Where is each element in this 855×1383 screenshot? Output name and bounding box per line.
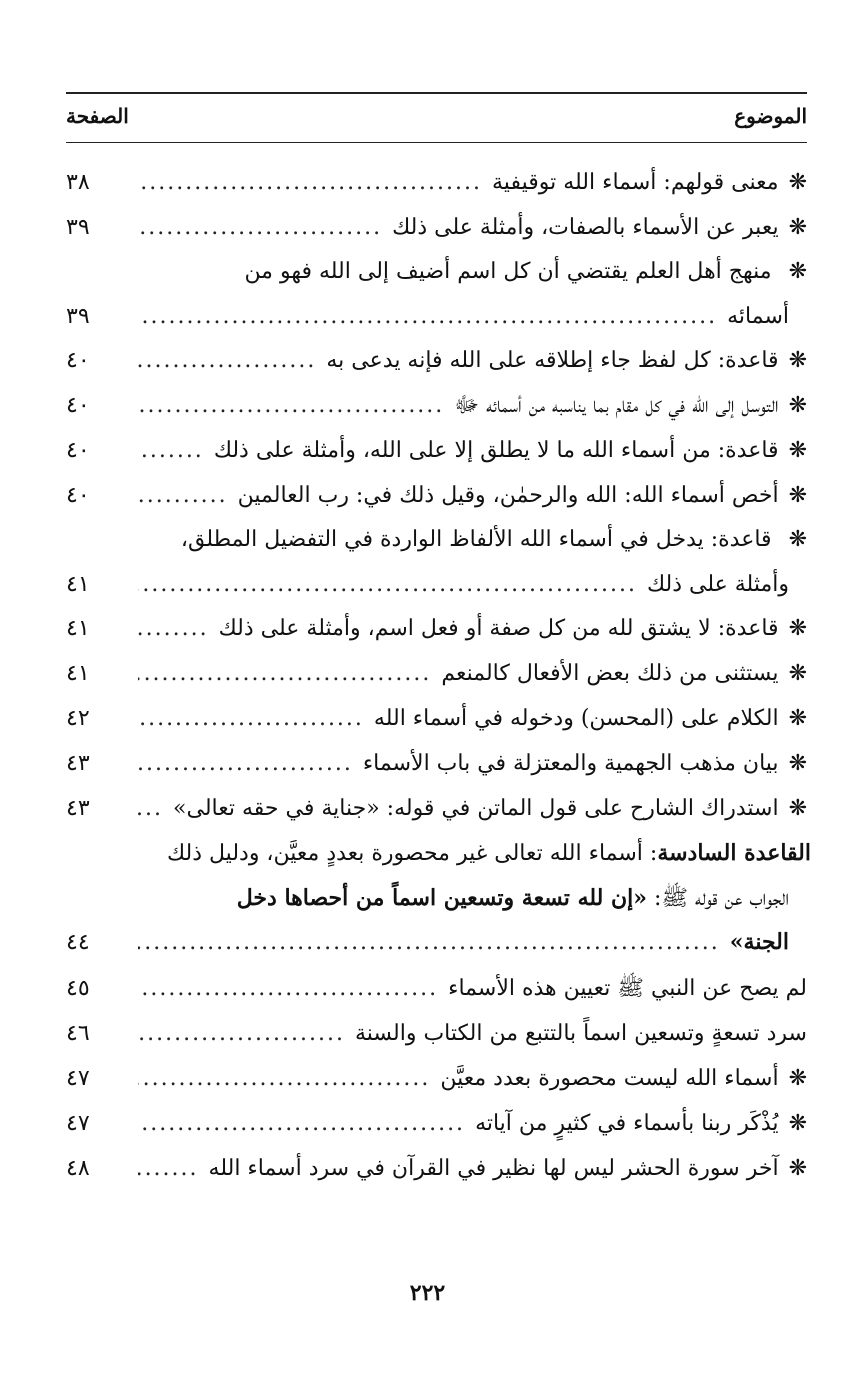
entry-page: ٤٠ [66,438,90,463]
entry-text: أخص أسماء الله: الله والرحمٰن، وقيل ذلك في: رب العالمين [237,483,779,508]
rule-six-heading [66,831,811,876]
leader-dots [138,205,382,250]
toc-entry [66,1101,807,1146]
entry-page: ٤٠ [66,393,90,418]
entry-page: ٤١ [66,616,90,641]
toc-entry [66,696,807,741]
toc-entry [66,606,807,651]
entry-page: ٤٠ [66,348,90,373]
entry-page: ٤٥ [66,976,90,1001]
toc-entry [66,966,807,1011]
toc-entry [66,876,807,966]
star-bullet: ❋ [788,527,807,552]
entry-text: قاعدة: لا يشتق لله من كل صفة أو فعل اسم، وأمثلة على ذلك [218,616,779,641]
toc-entry [66,1011,807,1056]
leader-dots [138,786,163,831]
leader-dots [138,1011,345,1056]
entry-page: ٤١ [66,661,90,686]
toc-header [66,98,807,134]
star-bullet: ❋ [788,1156,807,1181]
answer-hadith: «إن لله تسعة وتسعين اسماً من أحصاها دخل [236,885,648,911]
entry-page: ٣٩ [66,215,90,240]
answer-prefix: الجواب عن قوله ﷺ: [647,886,789,911]
leader-dots [138,606,209,651]
entry-text: أسماء الله ليست محصورة بعدد معيَّن [440,1066,779,1091]
toc-entry [66,205,807,250]
entry-text: يعبر عن الأسماء بالصفات، وأمثلة على ذلك [392,215,779,240]
toc-entry [66,741,807,786]
star-bullet: ❋ [788,661,807,686]
leader-dots [138,920,720,965]
star-bullet: ❋ [788,170,807,195]
answer-hadith-line2: الجنة» [729,929,789,955]
header-rule [66,142,807,143]
entry-text-line1: قاعدة: يدخل في أسماء الله الألفاظ الواردة في التفضيل المطلق، [180,527,772,552]
star-bullet: ❋ [788,1111,807,1136]
toc-list [66,160,811,1191]
entry-text: بيان مذهب الجهمية والمعتزلة في باب الأسماء [362,751,779,776]
star-bullet: ❋ [788,796,807,821]
leader-dots [138,562,637,607]
toc-entry [66,651,807,696]
leader-dots [138,1101,465,1146]
star-bullet: ❋ [788,215,807,240]
entry-page: ٤١ [66,572,90,597]
toc-entry [66,250,807,338]
leader-dots [138,1056,430,1101]
entry-page: ٤٢ [66,706,90,731]
entry-text: لم يصح عن النبي ﷺ تعيين هذه الأسماء [448,976,807,1001]
entry-page: ٣٨ [66,170,90,195]
leader-dots [138,966,438,1011]
toc-entry [66,1056,807,1101]
entry-page: ٤٤ [66,930,90,955]
toc-entry [66,786,807,831]
star-bullet: ❋ [788,1066,807,1091]
toc-entry [66,160,807,205]
entry-text: استدراك الشارح على قول الماتن في قوله: «جناية في حقه تعالى» [173,796,779,821]
entry-text: يستثنى من ذلك بعض الأفعال كالمنعم [441,661,779,686]
toc-entry [66,473,807,518]
entry-text-line2: أسمائه [727,304,789,329]
leader-dots [138,473,228,518]
leader-dots [138,1146,199,1191]
entry-page: ٣٩ [66,304,90,329]
entry-text: قاعدة: كل لفظ جاء إطلاقه على الله فإنه يدعى به [326,348,779,373]
leader-dots [138,428,204,473]
star-bullet: ❋ [788,616,807,641]
entry-text: آخر سورة الحشر ليس لها نظير في القرآن في سرد أسماء الله [208,1156,779,1181]
entry-page: ٤٨ [66,1156,90,1181]
entry-page: ٤٠ [66,483,90,508]
entry-page: ٤٣ [66,796,90,821]
entry-text: معنى قولهم: أسماء الله توقيفية [492,170,779,195]
header-page-label: الصفحة [66,104,129,128]
entry-page: ٤٦ [66,1021,90,1046]
entry-page: ٤٧ [66,1111,90,1136]
leader-dots [138,383,444,428]
leader-dots [138,696,364,741]
toc-entry [66,428,807,473]
entry-text: قاعدة: من أسماء الله ما لا يطلق إلا على الله، وأمثلة على ذلك [213,438,779,463]
entry-page: ٤٧ [66,1066,90,1091]
entry-text: الكلام على (المحسن) ودخوله في أسماء الله [373,706,779,731]
entry-text: يُذْكَر ربنا بأسماء في كثيرٍ من آياته [475,1111,779,1136]
rule-six-label: القاعدة السادسة [657,840,811,866]
star-bullet: ❋ [788,751,807,776]
toc-entry [66,383,807,428]
leader-dots [138,338,316,383]
rule-six-text: : أسماء الله تعالى غير محصورة بعددٍ معيَّن، ودليل ذلك [166,841,658,866]
entry-text: التوسل إلى الله في كل مقام بما يناسبه من أسمائه ﷻ [454,393,779,418]
star-bullet: ❋ [788,438,807,463]
star-bullet: ❋ [788,393,807,418]
entry-text-line2: وأمثلة على ذلك [646,572,789,597]
star-bullet: ❋ [788,483,807,508]
top-rule [66,92,807,94]
leader-dots [138,741,353,786]
star-bullet: ❋ [788,259,807,284]
entry-text: سرد تسعةٍ وتسعين اسماً بالتتبع من الكتاب والسنة [354,1021,807,1046]
toc-entry [66,1146,807,1191]
entry-text-line1: منهج أهل العلم يقتضي أن كل اسم أضيف إلى الله فهو من [244,259,772,284]
leader-dots [138,294,717,339]
header-topic-label: الموضوع [734,104,807,128]
entry-page: ٤٣ [66,751,90,776]
star-bullet: ❋ [788,706,807,731]
toc-entry [66,338,807,383]
leader-dots [138,651,431,696]
leader-dots [138,160,482,205]
toc-entry [66,518,807,606]
page-number: ٢٢٢ [409,1280,446,1306]
star-bullet: ❋ [788,348,807,373]
